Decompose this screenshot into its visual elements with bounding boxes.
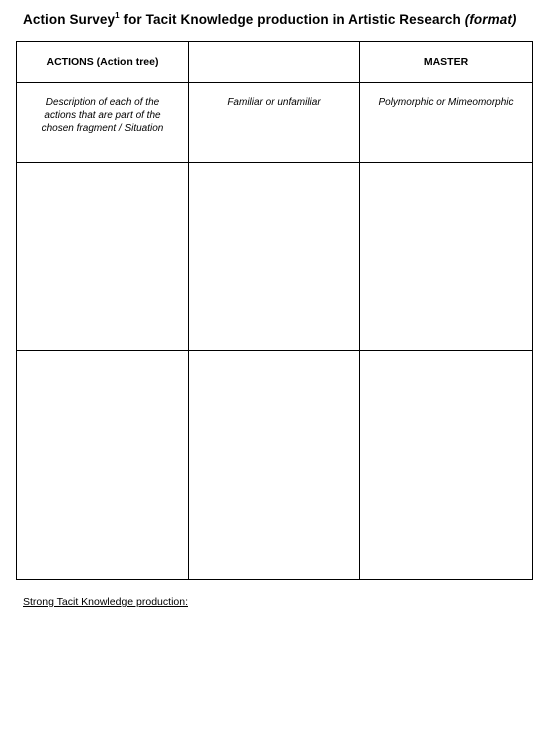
entry-cell[interactable] bbox=[360, 163, 533, 351]
table-description-row bbox=[17, 83, 533, 163]
description-cell-morphic bbox=[360, 83, 533, 163]
description-cell-familiarity bbox=[189, 83, 360, 163]
table-header-row bbox=[17, 42, 533, 83]
table-row bbox=[17, 163, 533, 351]
title-rest: for Tacit Knowledge production in Artistic Research bbox=[119, 12, 465, 27]
header-cell-actions: ACTIONS (Action tree) bbox=[17, 42, 189, 83]
entry-cell[interactable] bbox=[17, 163, 189, 351]
table-row bbox=[17, 351, 533, 580]
entry-cell[interactable] bbox=[189, 351, 360, 580]
description-text: Familiar or unfamiliar bbox=[227, 97, 321, 108]
action-survey-table bbox=[16, 41, 533, 580]
title-main: Action Survey bbox=[23, 12, 116, 27]
document-title bbox=[23, 12, 517, 27]
entry-cell[interactable] bbox=[17, 351, 189, 580]
title-format: (format) bbox=[464, 12, 517, 27]
entry-cell[interactable] bbox=[360, 351, 533, 580]
description-text: Polymorphic or Mimeomorphic bbox=[378, 97, 514, 108]
header-cell-blank bbox=[189, 42, 360, 83]
description-cell-actions bbox=[17, 83, 189, 163]
footnote-marker: 1 bbox=[115, 11, 120, 20]
entry-cell[interactable] bbox=[189, 163, 360, 351]
footer-note: Strong Tacit Knowledge production: bbox=[23, 596, 188, 608]
description-text: Description of each of the actions that are part of the chosen fragment / Situation bbox=[41, 97, 164, 134]
header-cell-master: MASTER bbox=[360, 42, 533, 83]
